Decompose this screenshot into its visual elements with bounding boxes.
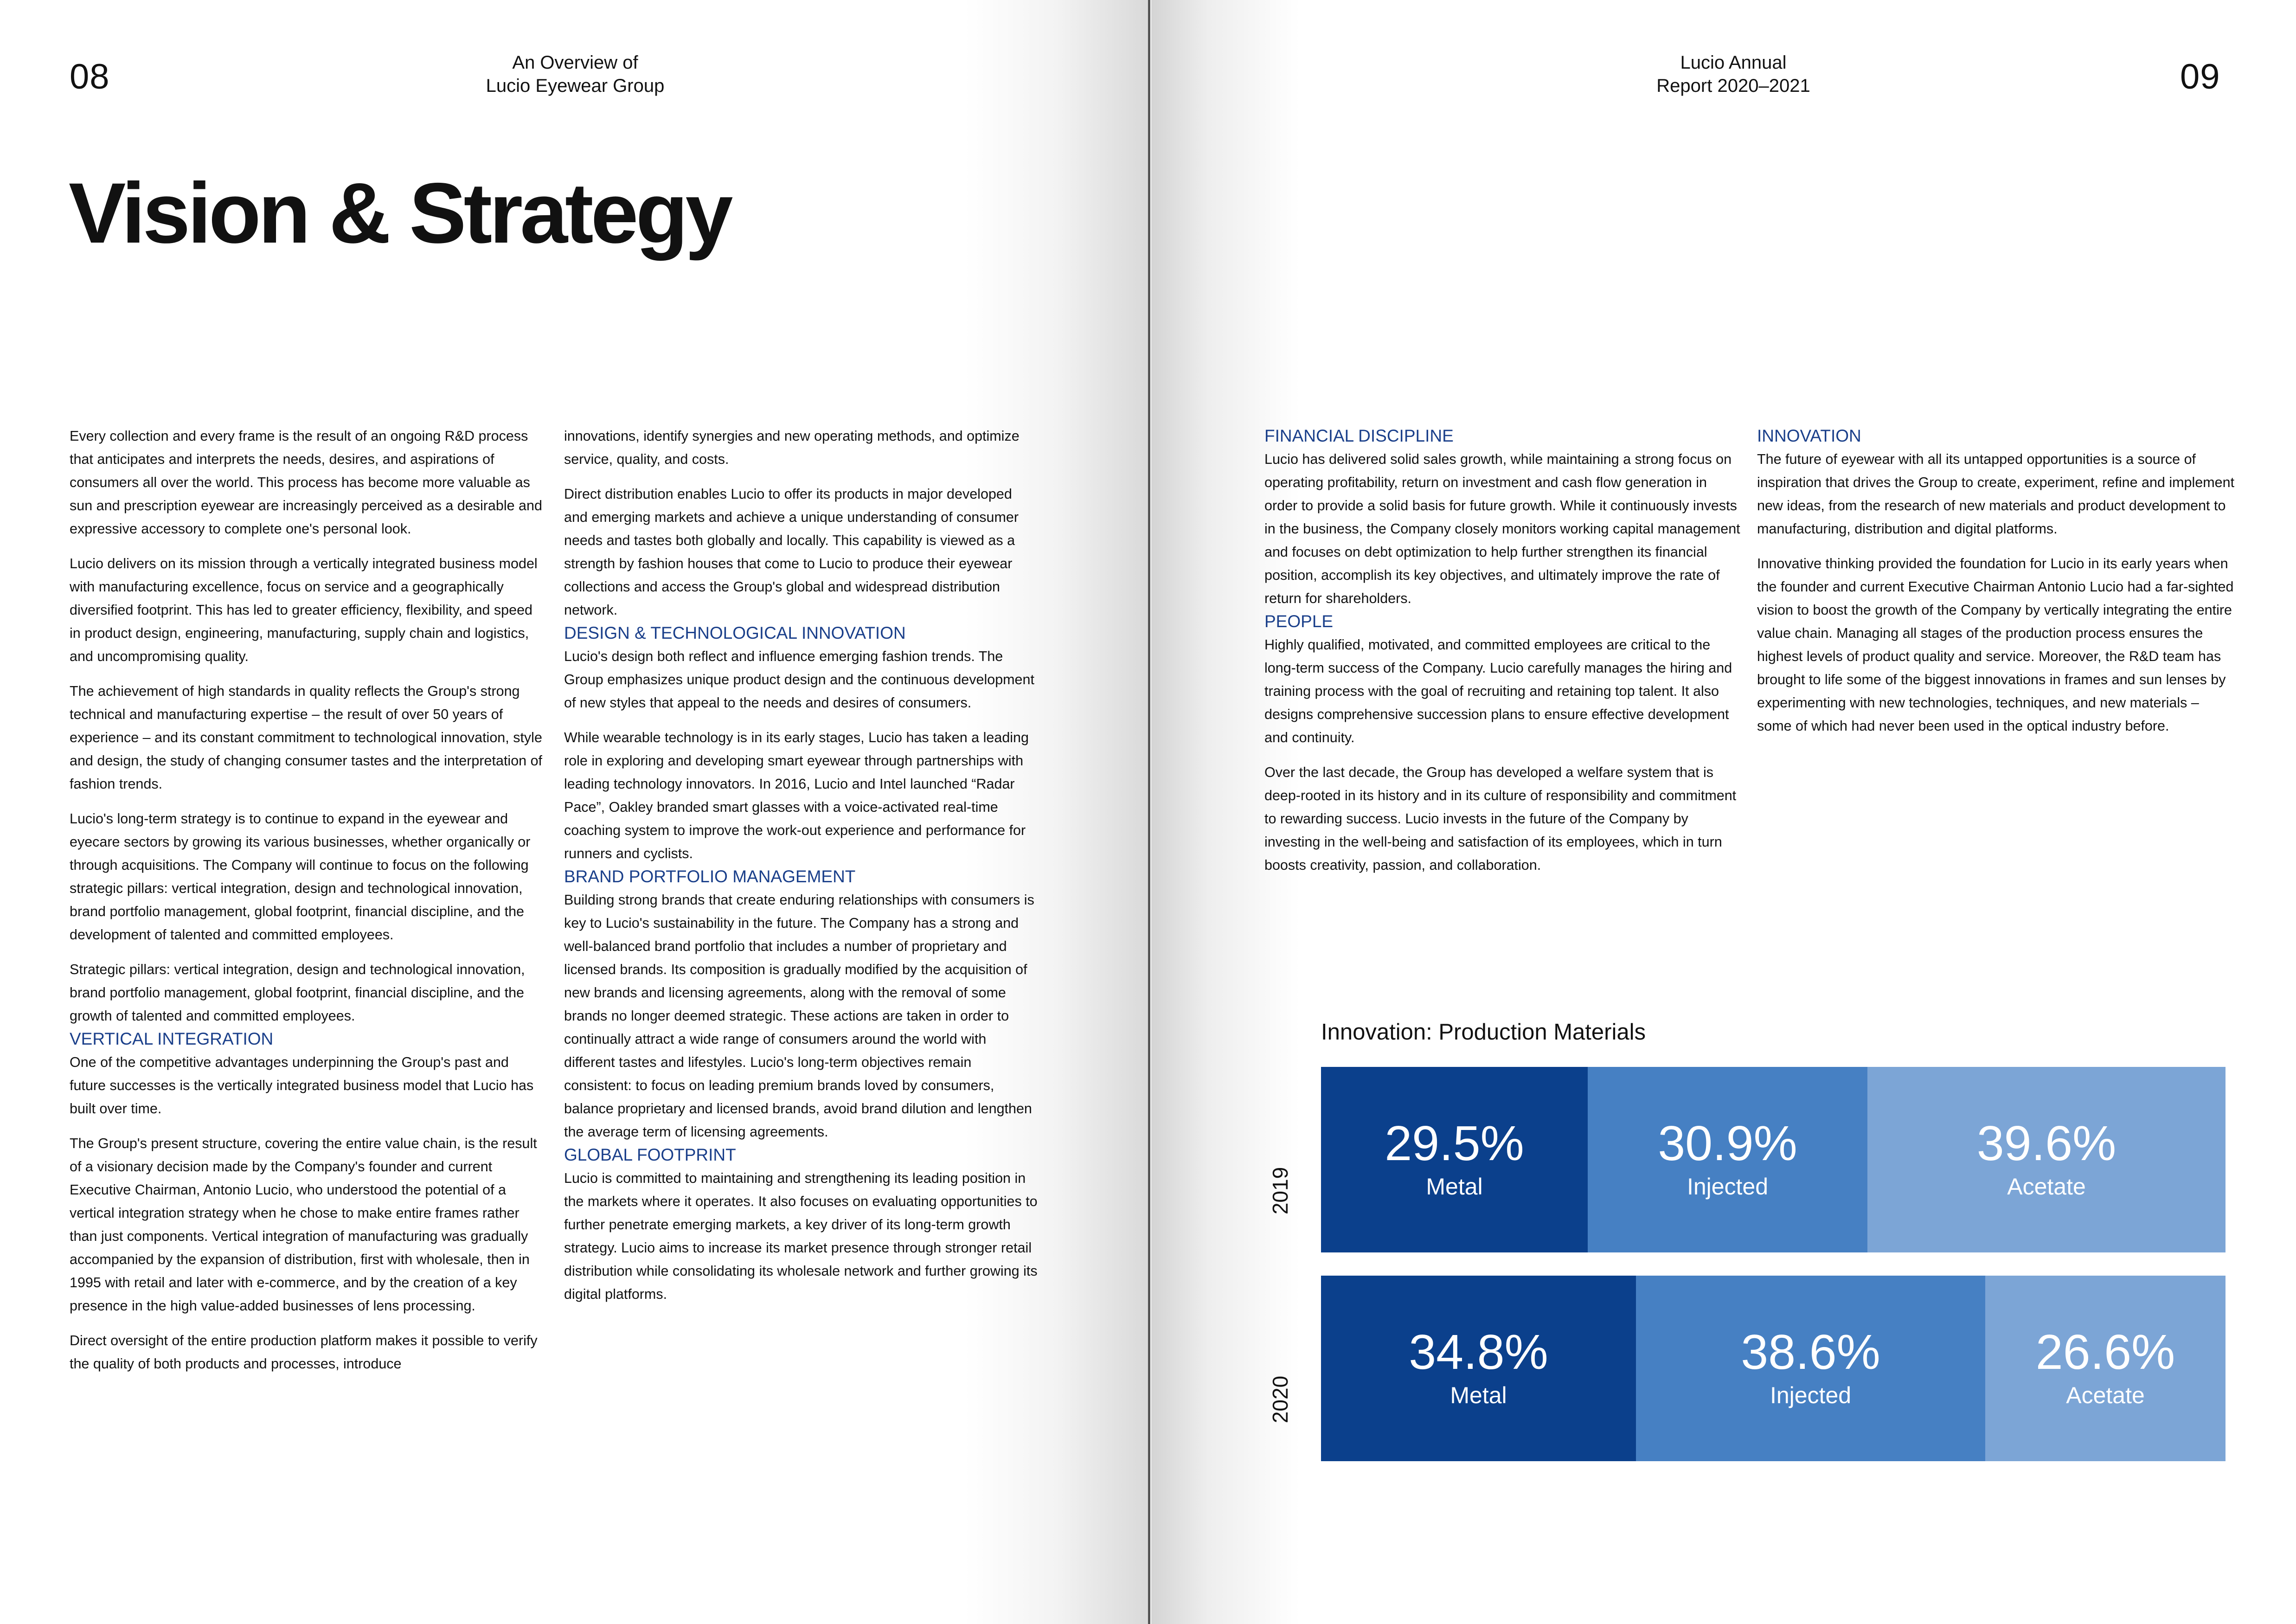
running-head-line: Lucio Eyewear Group [486,76,665,96]
paragraph: Innovative thinking provided the foundation for Lucio in its early years when the founder and current Executive Chairman Antonio Lucio had a far-sighted vision to boost the growth of the Company by vertically integrating the entire value chain. Managing all stages of the production process ensures the highest levels of product quality and service. Moreover, the R&D team has brought to life some of the biggest innovations in frames and sun lenses by experimenting with new technologies, techniques, and new materials – some of which had never been used in the optical industry before. [1757,556,2234,734]
bar-segment-injected-2019 [1588,1067,1867,1252]
section-heading-brand-portfolio: BRAND PORTFOLIO MANAGEMENT [564,867,856,886]
section-heading-people: PEOPLE [1264,612,1334,631]
text-column-1 [70,424,545,1387]
paragraph: Direct oversight of the entire production platform makes it possible to verify the quality of both products and processes, introduce [70,1333,538,1372]
year-label-2019: 2019 [1268,1167,1292,1215]
bar-row-2020 [1321,1276,2225,1461]
bar-value-label: 39.6% [1976,1116,2116,1171]
bar-value-label: 29.5% [1385,1116,1524,1171]
paragraph: The achievement of high standards in quality reflects the Group's strong technical and manufacturing expertise – the result of over 50 years of experience – and its constant commitment to technological innovation, style and design, the study of changing consumer tastes and the interpretation of fashion trends. [70,683,543,792]
text-column-2 [564,424,1039,1317]
bar-value-label: 30.9% [1658,1116,1797,1171]
page-title: Vision & Strategy [69,166,731,261]
paragraph: The Group's present structure, covering the entire value chain, is the result of a visionary decision made by the Company's founder and current Executive Chairman, Antonio Lucio, who understood the potential of a vertical integration strategy when he chose to make entire frames rather than just components. Vertical integration of manufacturing was gradually accompanied by the expansion of distribution, first with wholesale, then in 1995 with retail and later with e-commerce, and by the creation of a key presence in the high value-added businesses of lens processing. [70,1136,537,1314]
paragraph: Building strong brands that create enduring relationships with consumers is key to Lucio's sustainability in the future. The Company has a strong and well-balanced brand portfolio that includes a number of proprietary and licensed brands. Its composition is gradually modified by the acquisition of new brands and licensing agreements, along with the removal of some brands no longer deemed strategic. These actions are taken in order to continually attract a wide range of consumers around the world with different tastes and lifestyles. Lucio's long-term objectives remain consistent: to focus on leading premium brands loved by consumers, balance proprietary and licensed brands, avoid brand dilution and lengthen the average term of licensing agreements. [564,892,1034,1140]
paragraph: Lucio has delivered solid sales growth, while maintaining a strong focus on operating profitability, return on investment and cash flow generation in order to provide a solid basis for future growth. While it continuously invests in the business, the Company closely monitors working capital management and focuses on debt optimization to help further strengthen its financial position, accomplish its key objectives, and ultimately improve the rate of return for shareholders. [1264,451,1740,606]
section-heading-global-footprint: GLOBAL FOOTPRINT [564,1145,736,1164]
paragraph: Highly qualified, motivated, and committed employees are critical to the long-term success of the Company. Lucio carefully manages the hiring and training process with the goal of recruiting and retaining top talent. It also designs comprehensive succession plans to ensure effective development and continuity. [1264,637,1732,745]
bar-series-label: Acetate [2007,1174,2086,1200]
book-spine [1148,0,1150,1624]
running-head [1613,51,1854,97]
text-column-1 [1264,424,1742,888]
paragraph: Lucio is committed to maintaining and strengthening its leading position in the markets where it operates. It also focuses on evaluating opportunities to further penetrate emerging markets, a key driver of its long-term growth strategy. Lucio aims to increase its market presence through stronger retail distribution while consolidating its wholesale network and further growing its digital platforms. [564,1170,1038,1302]
running-head-line: An Overview of [512,52,638,73]
section-heading-innovation: INNOVATION [1757,426,1861,445]
paragraph: Strategic pillars: vertical integration, design and technological innovation, brand portfolio management, global footprint, financial discipline, and the growth of talented and committed employees. [70,962,525,1024]
bar-segment-metal-2019 [1321,1067,1588,1252]
paragraph: One of the competitive advantages underpinning the Group's past and future successes is the vertically integrated business model that Lucio has built over time. [70,1054,534,1117]
bar-value-label: 34.8% [1409,1325,1548,1380]
bar-series-label: Acetate [2066,1382,2145,1408]
chart-title: Innovation: Production Materials [1321,1020,1646,1045]
paragraph: innovations, identify synergies and new operating methods, and optimize service, quality, and costs. [564,428,1020,467]
bar-value-label: 38.6% [1741,1325,1880,1380]
paragraph: Every collection and every frame is the result of an ongoing R&D process that anticipates and interprets the needs, desires, and aspirations of consumers all over the world. This process has become more valuable as sun and prescription eyewear are increasingly perceived as a desirable and expressive accessory to complete one's personal look. [70,428,542,537]
paragraph: Direct distribution enables Lucio to offer its products in major developed and emerging markets and achieve a unique understanding of consumer needs and tastes both globally and locally. This capability is viewed as a strength by fashion houses that come to Lucio to produce their eyewear collections and access the Group's global and widespread distribution network. [564,486,1019,618]
paragraph: Lucio's design both reflect and influence emerging fashion trends. The Group emphasizes unique product design and the continuous development of new styles that appeal to the needs and desires of consumers. [564,648,1034,711]
year-label-2020: 2020 [1268,1375,1292,1424]
paragraph: The future of eyewear with all its untapped opportunities is a source of inspiration that drives the Group to create, experiment, refine and implement new ideas, from the research of new materials and product development to manufacturing, distribution and digital platforms. [1757,451,2235,537]
running-head-line: Report 2020–2021 [1656,76,1810,96]
paragraph: While wearable technology is in its early stages, Lucio has taken a leading role in exploring and developing smart eyewear through partnerships with leading technology innovators. In 2016, Lucio and Intel launched “Radar Pace”, Oakley branded smart glasses with a voice-activated real-time coaching system to improve the work-out experience and performance for runners and cyclists. [564,730,1029,861]
bar-series-label: Injected [1687,1174,1769,1200]
bar-segment-metal-2020 [1321,1276,1636,1461]
bar-series-label: Metal [1450,1382,1507,1408]
section-heading-design: DESIGN & TECHNOLOGICAL INNOVATION [564,623,906,642]
bar-segment-acetate-2020 [1985,1276,2225,1461]
bar-segment-injected-2020 [1636,1276,1985,1461]
section-heading-financial-discipline: FINANCIAL DISCIPLINE [1264,426,1454,445]
running-head-line: Lucio Annual [1680,52,1787,73]
bar-value-label: 26.6% [2035,1325,2175,1380]
bar-series-label: Metal [1426,1174,1483,1200]
bar-segment-acetate-2019 [1867,1067,2225,1252]
paragraph: Lucio's long-term strategy is to continue to expand in the eyewear and eyecare sectors by growing its various businesses, whether organically or through acquisitions. The Company will continue to focus on the following strategic pillars: vertical integration, design and technological innovation, brand portfolio management, global footprint, financial discipline, and the development of talented and committed employees. [70,811,531,943]
running-head [455,51,696,97]
page-number: 09 [2180,57,2220,96]
text-column-2 [1757,424,2235,749]
bar-series-label: Injected [1770,1382,1852,1408]
page-number: 08 [70,57,110,96]
bar-row-2019 [1321,1067,2225,1252]
paragraph: Lucio delivers on its mission through a vertically integrated business model with manufacturing excellence, focus on service and a geographically diversified footprint. This has led to greater efficiency, flexibility, and speed in product design, engineering, manufacturing, supply chain and logistics, and uncompromising quality. [70,556,538,664]
paragraph: Over the last decade, the Group has developed a welfare system that is deep-rooted in its history and in its culture of responsibility and commitment to rewarding success. Lucio invests in the future of the Company by investing in the well-being and satisfaction of its employees, which in turn boosts creativity, passion, and collaboration. [1264,764,1737,873]
section-heading-vertical-integration: VERTICAL INTEGRATION [70,1029,274,1048]
